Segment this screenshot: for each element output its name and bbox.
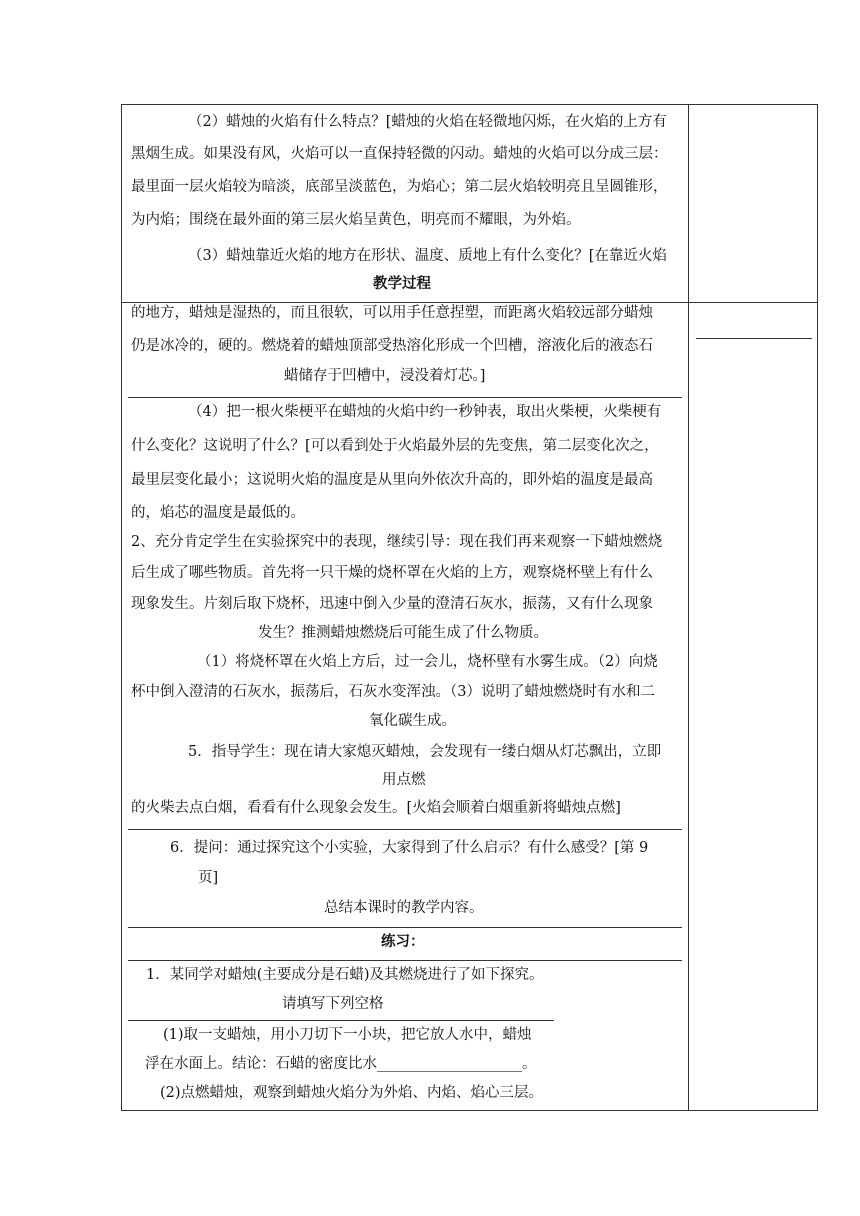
right-cell-rule (696, 338, 812, 339)
paragraph-2-line-2: 黑烟生成。如果没有风，火焰可以一直保持轻微的闪动。蜡烛的火焰可以分成三层： (131, 146, 668, 162)
section-2-line-4: 发生？推测蜡烛燃烧后可能生成了什么物质。 (258, 625, 548, 641)
paragraph-2-line-4: 为内焰；围绕在最外面的第三层火焰呈黄色，明亮而不耀眼，为外焰。 (131, 212, 581, 228)
exercise-line-3: (1)取一支蜡烛，用小刀切下一小块，把它放人水中，蜡烛 (163, 1027, 532, 1043)
row-divider (128, 927, 682, 928)
section-2-line-2: 后生成了哪些物质。首先将一只干燥的烧杯罩在火焰的上方，观察烧杯壁上有什么 (131, 565, 653, 581)
section-6-line-1: 6．提问：通过探究这个小实验，大家得到了什么启示？有什么感受？[第 9 (170, 840, 649, 856)
exercise-line-2: 请填写下列空格 (282, 996, 384, 1012)
section-heading: 教学过程 (373, 275, 431, 292)
paragraph-2-line-1: （2）蜡烛的火焰有什么特点？[蜡烛的火焰在轻微地闪烁，在火焰的上方有 (188, 114, 667, 130)
section-2-answer-line-3: 氧化碳生成。 (369, 713, 456, 729)
paragraph-4-line-1: （4）把一根火柴梗平在蜡烛的火焰中约一秒钟表，取出火柴梗，火柴梗有 (188, 404, 662, 420)
section-2-line-3: 现象发生。片刻后取下烧杯，迅速中倒入少量的澄清石灰水，振荡，又有什么现象 (131, 596, 653, 612)
row-divider (128, 397, 682, 398)
section-2-answer-line-2: 杯中倒入澄清的石灰水，振荡后，石灰水变浑浊。（3）说明了蜡烛燃烧时有水和二 (131, 684, 655, 700)
row-divider (128, 960, 682, 961)
section-6-line-2: 页] (198, 870, 219, 886)
paragraph-3-line-3: 仍是冰冷的，硬的。燃烧着的蜡烛顶部受热溶化形成一个凹槽，溶液化后的液态石 (131, 338, 653, 354)
row-divider (128, 829, 682, 830)
paragraph-4-line-3: 最里层变化最小；这说明火焰的温度是从里向外依次升高的，即外焰的温度是最高 (131, 472, 653, 488)
paragraph-3-line-4: 蜡储存于凹槽中，浸没着灯芯。] (284, 368, 486, 384)
exercise-line-5: (2)点燃蜡烛，观察到蜡烛火焰分为外焰、内焰、焰心三层。 (160, 1085, 544, 1101)
section-2-line-1: 2、充分肯定学生在实验探究中的表现，继续引导：现在我们再来观察一下蜡烛燃烧 (131, 534, 663, 550)
column-divider (688, 104, 689, 1111)
section-2-answer-line-1: （1）将烧杯罩在火焰上方后，过一会儿，烧杯壁有水雾生成。（2）向烧 (197, 654, 658, 670)
row-divider (128, 1020, 554, 1021)
section-5-line-1: 5．指导学生：现在请大家熄灭蜡烛，会发现有一缕白烟从灯芯飘出，立即 (188, 744, 662, 760)
exercise-heading: 练习： (381, 933, 425, 950)
section-5-line-3: 的火柴去点白烟，看看有什么现象会发生。[火焰会顺着白烟重新将蜡烛点燃] (131, 800, 621, 816)
paragraph-3-line-2: 的地方，蜡烛是湿热的，而且很软，可以用手任意捏塑，而距离火焰较远部分蜡烛 (131, 305, 653, 321)
summary-line: 总结本课时的教学内容。 (324, 900, 484, 916)
exercise-line-4: 浮在水面上。结论：石蜡的密度比水____________________。 (145, 1056, 537, 1072)
paragraph-4-line-2: 什么变化？这说明了什么？[可以看到处于火焰最外层的先变焦，第二层变化次之， (131, 438, 659, 454)
exercise-line-1: 1．某同学对蜡烛(主要成分是石蜡)及其燃烧进行了如下探究。 (146, 967, 544, 983)
section-5-line-2: 用点燃 (382, 772, 426, 788)
paragraph-3-line-1: （3）蜡烛靠近火焰的地方在形状、温度、质地上有什么变化？[在靠近火焰 (188, 248, 667, 264)
paragraph-4-line-4: 的，焰芯的温度是最低的。 (131, 505, 305, 521)
paragraph-2-line-3: 最里面一层火焰较为暗淡，底部呈淡蓝色，为焰心；第二层火焰较明亮且呈圆锥形， (131, 179, 668, 195)
